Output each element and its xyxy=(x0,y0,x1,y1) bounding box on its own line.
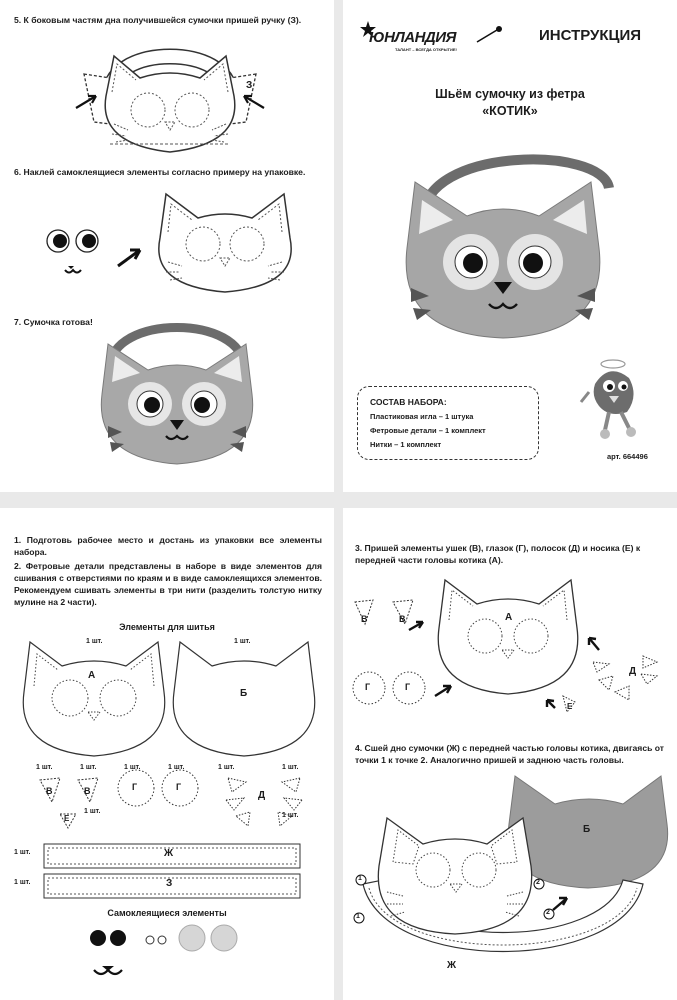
label-zh: Ж xyxy=(447,960,457,971)
step-1-text: 1. Подготовь рабочее место и достань из упаковки все элементы набора. xyxy=(14,535,322,557)
label-g-1: Г xyxy=(132,782,138,792)
step-3-text: 3. Пришей элементы ушек (В), глазок (Г), полосок (Д) и носика (Е) к передней части головы котика (А). xyxy=(355,543,641,565)
kit-item: Нитки – 1 комплект xyxy=(370,440,442,449)
step-6-text: 6. Наклей самоклеящиеся элементы согласно примеру на упаковке. xyxy=(14,167,306,177)
step-5-text: 5. К боковым частям дна получившейся сумочки пришей ручку (З). xyxy=(14,15,302,25)
step-7-text: 7. Сумочка готова! xyxy=(14,317,93,327)
page-steps-3-4 xyxy=(343,508,677,1000)
sticker-elements-heading: Самоклеящиеся элементы xyxy=(107,908,227,918)
label-b: Б xyxy=(583,824,591,835)
qty-d-2: 1 шт. xyxy=(282,764,299,771)
label-v-1: В xyxy=(361,614,368,624)
label-e: Е xyxy=(64,814,70,823)
step-5-illustration xyxy=(70,34,270,160)
sew-elements-heading: Элементы для шитья xyxy=(119,622,215,632)
article-number: арт. 664496 xyxy=(607,452,648,461)
mascot-icon xyxy=(579,356,661,446)
step-3-illustration xyxy=(343,572,677,724)
cover-header: ИНСТРУКЦИЯ xyxy=(539,27,642,44)
qty-b: 1 шт. xyxy=(234,638,251,645)
qty-g-1: 1 шт. xyxy=(124,764,141,771)
label-v-1: В xyxy=(46,786,53,796)
label-a: А xyxy=(505,612,513,623)
kit-title: СОСТАВ НАБОРА: xyxy=(370,397,447,407)
qty-d-3: 1 шт. xyxy=(282,812,299,819)
kit-parts-diagram xyxy=(0,632,334,982)
label-z: З xyxy=(166,878,173,889)
label-e: Е xyxy=(567,702,573,711)
cover-bag-illustration xyxy=(393,148,623,340)
step-6-illustration xyxy=(40,186,310,296)
qty-z: 1 шт. xyxy=(14,879,31,886)
label-zh: Ж xyxy=(164,848,174,859)
label-b: Б xyxy=(240,688,248,699)
qty-d-1: 1 шт. xyxy=(218,764,235,771)
qty-v-2: 1 шт. xyxy=(80,764,97,771)
label-g-2: Г xyxy=(176,782,182,792)
qty-a: 1 шт. xyxy=(86,638,103,645)
label-d: Д xyxy=(629,666,637,677)
qty-g-2: 1 шт. xyxy=(168,764,185,771)
label-g-1: Г xyxy=(365,682,371,692)
comet-icon xyxy=(475,24,505,44)
page-steps-5-7 xyxy=(0,0,334,492)
handle-label-z: З xyxy=(246,80,253,91)
step-2-text: 2. Фетровые детали представлены в наборе в виде элементов для сшивания с отверстиями по краям и в виде самоклеящихся элементов. Рекомендуем сшивать элементы в три нити (разделить толстую нитку мулине на 2 части). xyxy=(14,561,322,607)
qty-e: 1 шт. xyxy=(84,808,101,815)
kit-contents-box xyxy=(357,386,539,460)
brand-tagline: ТАЛАНТ – ВСЕГДА ОТКРЫТИЕ! xyxy=(395,47,457,52)
point-2-label: 2 xyxy=(536,879,540,886)
point-1-label-lower: 1 xyxy=(356,913,360,920)
cover-title-line-2: «КОТИК» xyxy=(482,104,538,118)
finished-bag-illustration xyxy=(88,318,266,468)
cover-title-line-1: Шьём сумочку из фетра xyxy=(435,87,585,101)
point-2-label-lower: 2 xyxy=(546,909,550,916)
label-v-2: В xyxy=(84,786,91,796)
kit-item: Пластиковая игла – 1 штука xyxy=(370,412,474,421)
qty-zh: 1 шт. xyxy=(14,849,31,856)
kit-item: Фетровые детали – 1 комплект xyxy=(370,426,486,435)
brand-logo: ЮНЛАНДИЯ xyxy=(369,29,456,46)
step-4-text: 4. Сшей дно сумочки (Ж) с передней частью головы котика, двигаясь от точки 1 к точке 2. Аналогично пришей и заднюю часть головы. xyxy=(355,743,665,765)
cover-page xyxy=(343,0,677,492)
qty-v-1: 1 шт. xyxy=(36,764,53,771)
label-v-2: В xyxy=(399,614,406,624)
label-g-2: Г xyxy=(405,682,411,692)
label-d: Д xyxy=(258,790,266,801)
page-steps-1-2 xyxy=(0,508,334,1000)
label-a: А xyxy=(88,670,96,681)
point-1-label: 1 xyxy=(358,875,362,882)
step-4-illustration xyxy=(343,764,677,1000)
